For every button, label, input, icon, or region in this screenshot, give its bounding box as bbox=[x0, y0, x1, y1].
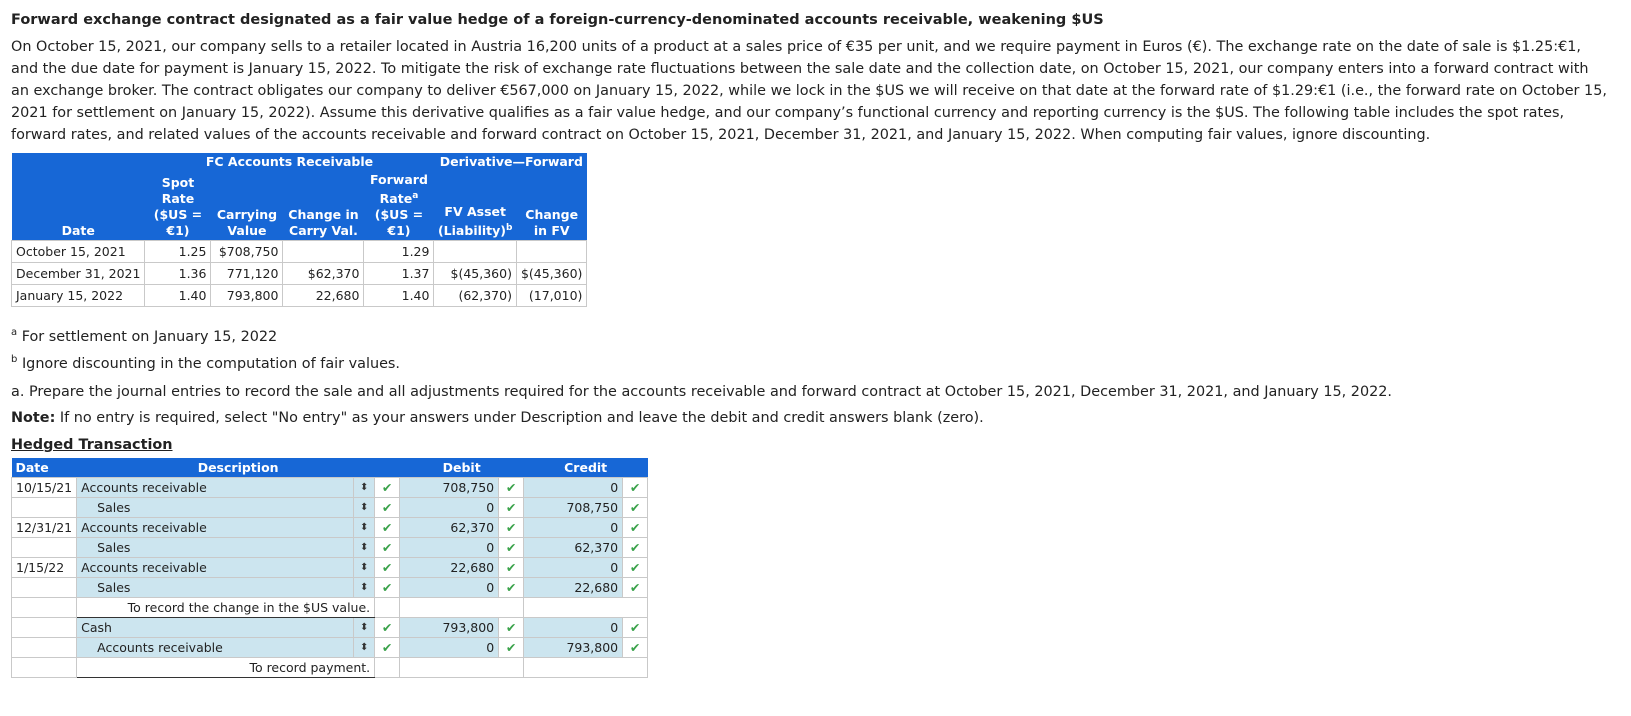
credit-input[interactable]: 0 bbox=[524, 477, 623, 497]
description-select[interactable]: Sales bbox=[77, 537, 354, 557]
debit-input[interactable]: 0 bbox=[400, 577, 499, 597]
description-select[interactable]: Accounts receivable bbox=[77, 557, 354, 577]
check-icon: ✔ bbox=[505, 559, 517, 575]
memo-change-usd: To record the change in the $US value. bbox=[77, 597, 375, 617]
credit-input[interactable]: 22,680 bbox=[524, 577, 623, 597]
select-arrows-icon[interactable]: ⬍ bbox=[354, 637, 375, 657]
entry-date bbox=[12, 577, 77, 597]
memo-payment: To record payment. bbox=[77, 657, 375, 677]
hedged-transaction-title[interactable]: Hedged Transaction bbox=[11, 436, 173, 453]
description-select[interactable]: Sales bbox=[77, 577, 354, 597]
cell-change: $62,370 bbox=[283, 263, 364, 285]
entry-date bbox=[12, 617, 77, 637]
check-icon: ✔ bbox=[629, 539, 641, 555]
col-date: Date bbox=[12, 458, 77, 478]
question-a: a. Prepare the journal entries to record the sale and all adjustments required for the accounts receivable and forward contract at October 15, 2021, December 31, 2021, and January 15, 2022. bbox=[11, 383, 1392, 400]
table-row bbox=[12, 263, 587, 285]
cell-fv bbox=[434, 241, 517, 263]
table-row bbox=[12, 241, 587, 263]
footnote-b: $^b$ Ignore discounting in the computation of fair values. bbox=[11, 353, 401, 372]
note: Note: If no entry is required, select "No entry" as your answers under Description and leave the debit and credit answers blank (zero). bbox=[11, 409, 984, 426]
check-icon: ✔ bbox=[381, 479, 393, 495]
cell-change: 22,680 bbox=[283, 285, 364, 307]
description-select[interactable]: Accounts receivable bbox=[77, 477, 354, 497]
check-icon: ✔ bbox=[629, 499, 641, 515]
check-icon: ✔ bbox=[381, 619, 393, 635]
entry-date bbox=[12, 637, 77, 657]
description-select[interactable]: Accounts receivable bbox=[77, 517, 354, 537]
cell-chfv bbox=[516, 241, 586, 263]
cell-fv: (62,370) bbox=[434, 285, 517, 307]
col-description: Description bbox=[77, 458, 400, 478]
journal-row bbox=[12, 497, 648, 517]
cell-fwd: 1.40 bbox=[364, 285, 434, 307]
check-icon: ✔ bbox=[629, 519, 641, 535]
journal-row bbox=[12, 637, 648, 657]
journal-table bbox=[11, 458, 648, 678]
select-arrows-icon[interactable]: ⬍ bbox=[354, 557, 375, 577]
debit-input[interactable]: 62,370 bbox=[400, 517, 499, 537]
rates-table bbox=[11, 153, 587, 307]
debit-input[interactable]: 708,750 bbox=[400, 477, 499, 497]
group-derivative-forward: Derivative—Forward bbox=[434, 153, 587, 171]
description-select[interactable]: Cash bbox=[77, 617, 354, 637]
check-icon: ✔ bbox=[629, 639, 641, 655]
journal-row bbox=[12, 577, 648, 597]
col-spot-rate: Spot Rate ($US = €1) bbox=[145, 171, 211, 241]
select-arrows-icon[interactable]: ⬍ bbox=[354, 617, 375, 637]
cell-carry: 793,800 bbox=[211, 285, 283, 307]
col-debit: Debit bbox=[400, 458, 524, 478]
cell-fwd: 1.37 bbox=[364, 263, 434, 285]
check-icon: ✔ bbox=[505, 579, 517, 595]
col-carrying-value: Carrying Value bbox=[211, 171, 283, 241]
check-icon: ✔ bbox=[381, 539, 393, 555]
group-fc-accounts-receivable: FC Accounts Receivable bbox=[145, 153, 434, 171]
check-icon: ✔ bbox=[505, 499, 517, 515]
check-icon: ✔ bbox=[505, 479, 517, 495]
problem-title: Forward exchange contract designated as a fair value hedge of a foreign-currency-denominated accounts receivable, weakening $US bbox=[11, 12, 1104, 28]
check-icon: ✔ bbox=[505, 639, 517, 655]
credit-input[interactable]: 0 bbox=[524, 557, 623, 577]
debit-input[interactable]: 0 bbox=[400, 497, 499, 517]
col-credit: Credit bbox=[524, 458, 648, 478]
cell-spot: 1.36 bbox=[145, 263, 211, 285]
problem-intro: On October 15, 2021, our company sells to a retailer located in Austria 16,200 units of a product at a sales price of €35 per unit, and we require payment in Euros (€). The exchange rate on the date of sale is $1.25:€1, and the due date for payment is January 15, 2022. To mitigate the risk of exchange rate fluctuations between the sale date and the collection date, on October 15, 2021, our company enters into a forward contract with an exchange broker. The contract obligates our company to deliver €567,000 on January 15, 2022, while we lock in the $US we will receive on that date at the forward rate of $1.29:€1 (i.e., the forward rate on October 15, 2021 for settlement on January 15, 2022). Assume this derivative qualifies as a fair value hedge, and our company’s functional currency and reporting currency is the $US. The following table includes the spot rates, forward rates, and related values of the accounts receivable and forward contract on October 15, 2021, December 31, 2021, and January 15, 2022. When computing fair values, ignore discounting. bbox=[11, 39, 1607, 143]
footnote-a: $^a$ For settlement on January 15, 2022 bbox=[11, 327, 278, 345]
select-arrows-icon[interactable]: ⬍ bbox=[354, 537, 375, 557]
col-forward-rate: Forward Rate$^a$ ($US = €1) bbox=[364, 171, 434, 241]
select-arrows-icon[interactable]: ⬍ bbox=[354, 577, 375, 597]
journal-row bbox=[12, 617, 648, 637]
select-arrows-icon[interactable]: ⬍ bbox=[354, 477, 375, 497]
entry-date bbox=[12, 497, 77, 517]
check-icon: ✔ bbox=[629, 579, 641, 595]
journal-row bbox=[12, 477, 648, 497]
check-icon: ✔ bbox=[505, 519, 517, 535]
credit-input[interactable]: 708,750 bbox=[524, 497, 623, 517]
cell-date: October 15, 2021 bbox=[12, 241, 145, 263]
col-change-fv: Change in FV bbox=[516, 171, 586, 241]
select-arrows-icon[interactable]: ⬍ bbox=[354, 497, 375, 517]
debit-input[interactable]: 0 bbox=[400, 637, 499, 657]
memo-row bbox=[12, 657, 648, 677]
cell-spot: 1.25 bbox=[145, 241, 211, 263]
col-date: Date bbox=[12, 171, 145, 241]
debit-input[interactable]: 0 bbox=[400, 537, 499, 557]
cell-carry: $708,750 bbox=[211, 241, 283, 263]
check-icon: ✔ bbox=[629, 559, 641, 575]
cell-date: January 15, 2022 bbox=[12, 285, 145, 307]
journal-row bbox=[12, 537, 648, 557]
memo-row bbox=[12, 597, 648, 617]
check-icon: ✔ bbox=[505, 619, 517, 635]
table-row bbox=[12, 285, 587, 307]
select-arrows-icon[interactable]: ⬍ bbox=[354, 517, 375, 537]
cell-spot: 1.40 bbox=[145, 285, 211, 307]
debit-input[interactable]: 22,680 bbox=[400, 557, 499, 577]
cell-chfv: (17,010) bbox=[516, 285, 586, 307]
check-icon: ✔ bbox=[381, 519, 393, 535]
credit-input[interactable]: 62,370 bbox=[524, 537, 623, 557]
description-select[interactable]: Sales bbox=[77, 497, 354, 517]
check-icon: ✔ bbox=[505, 539, 517, 555]
debit-input[interactable]: 793,800 bbox=[400, 617, 499, 637]
cell-change bbox=[283, 241, 364, 263]
col-change-carry: Change in Carry Val. bbox=[283, 171, 364, 241]
col-fv-asset: FV Asset (Liability)$^b$ bbox=[434, 171, 517, 241]
check-icon: ✔ bbox=[381, 639, 393, 655]
credit-input[interactable]: 0 bbox=[524, 517, 623, 537]
cell-carry: 771,120 bbox=[211, 263, 283, 285]
entry-date: 1/15/22 bbox=[12, 557, 77, 577]
credit-input[interactable]: 793,800 bbox=[524, 637, 623, 657]
journal-row bbox=[12, 517, 648, 537]
cell-date: December 31, 2021 bbox=[12, 263, 145, 285]
entry-date bbox=[12, 537, 77, 557]
credit-input[interactable]: 0 bbox=[524, 617, 623, 637]
cell-fwd: 1.29 bbox=[364, 241, 434, 263]
entry-date: 12/31/21 bbox=[12, 517, 77, 537]
journal-row bbox=[12, 557, 648, 577]
check-icon: ✔ bbox=[629, 619, 641, 635]
description-select[interactable]: Accounts receivable bbox=[77, 637, 354, 657]
entry-date: 10/15/21 bbox=[12, 477, 77, 497]
cell-chfv: $(45,360) bbox=[516, 263, 586, 285]
check-icon: ✔ bbox=[381, 499, 393, 515]
check-icon: ✔ bbox=[629, 479, 641, 495]
check-icon: ✔ bbox=[381, 559, 393, 575]
check-icon: ✔ bbox=[381, 579, 393, 595]
cell-fv: $(45,360) bbox=[434, 263, 517, 285]
